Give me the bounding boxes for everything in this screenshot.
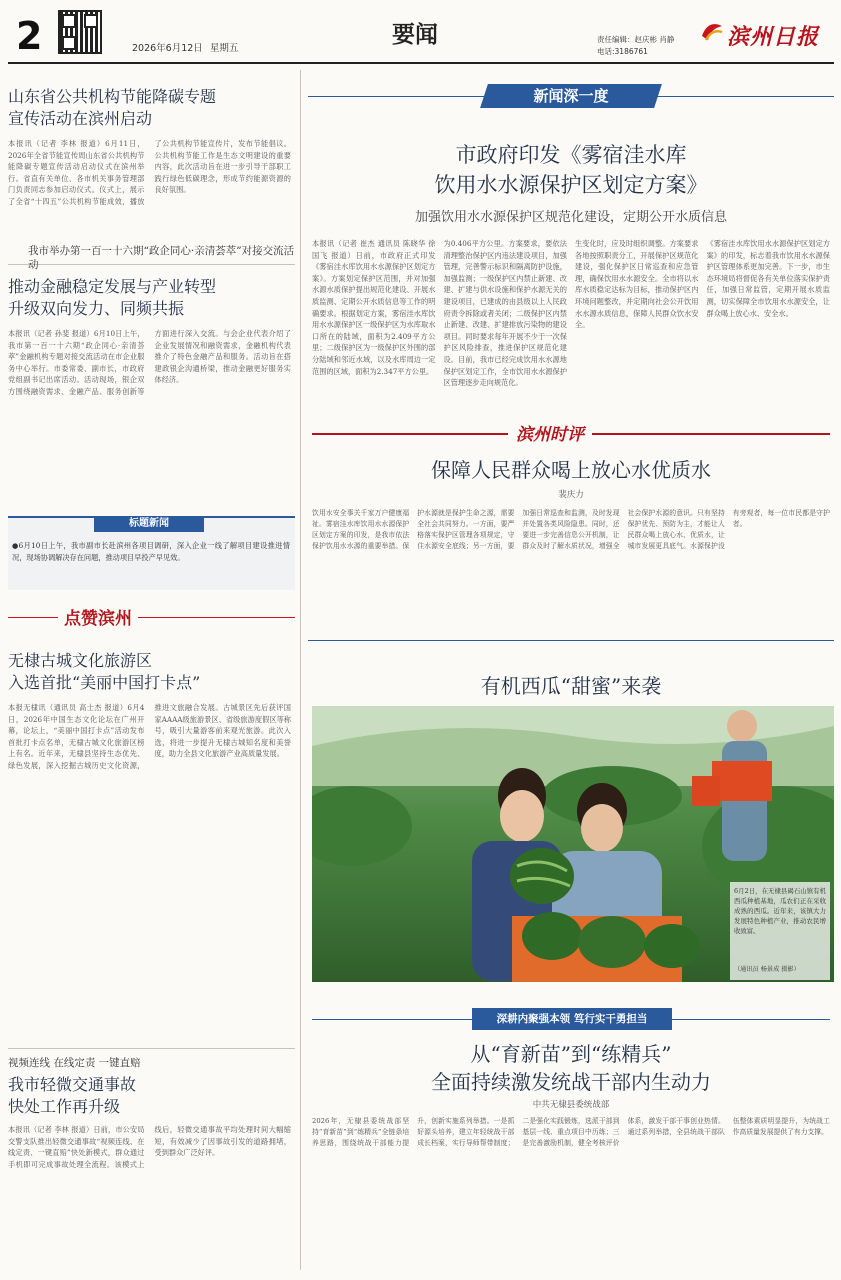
lead-body-col1: 本报讯（记者 崔杰 通讯员 陈晓华 徐国飞 报道）日前，市政府正式印发《雾宿洼水库饮用水水源保护区划定方案》。方案划定保护区范围，并对加强水源水质保护提出规范化建设、开展水质监测、定期公开水质信息等工作的明确要求。根据划定方案，雾宿洼水库饮用水水源保护区一级保护区为水库取水口所在的陆域，面积为2.409平方公里；二级保护区为一级保护区外围的部分陆域和邻近水域，以及水库周边一定范围的区域，面积为2.347平方公里。 [312,239,436,376]
comment-body: 饮用水安全事关千家万户健康福祉。雾宿洼水库饮用水水源保护区划定方案的印发，是我市依法保护饮用水水源的重要举措。保护水源就是保护生命之源，需要全社会共同努力。一方面，要严格落实保护区管理各项规定，守住水源安全底线；另一方面，要加强日常巡查和监测，及时发现并处置各类风险隐患。同时，还要进一步完善信息公开机制，让群众及时了解水质状况，增强全社会保护水源的意识。只有坚持保护优先、预防为主，才能让人民群众喝上放心水、优质水，让城市发展更具底气。水源保护没有旁观者，每一位市民都是守护者。 [312,509,830,550]
dianzan-label: 点赞滨州 [58,604,138,629]
article-4-kicker: 视频连线 在线定责 一键直赔 [8,1057,141,1069]
section-title: 要闻 [392,21,438,48]
article-2-kicker-visible: 我市举办第一百一十六期“政企同心·亲清荟萃”对接交流活动 [28,245,295,271]
feature-title [310,1040,832,1096]
feature-body: 2026年，无棣县委统战部坚持“育新苗”到“练精兵”全链条培养思路，围绕统战干部能力提升，创新实施系列举措。一是抓好源头培养，建立年轻统战干部成长档案，实行导师帮带制度；二是强化实践锻炼，选派干部到基层一线、重点项目中历练；三是完善激励机制，健全考核评价体系，激发干部干事创业热情。通过系列举措，全县统战干部队伍整体素质明显提升，为统战工作高质量发展提供了有力支撑。 [312,1117,830,1147]
photo-caption-panel [730,882,830,980]
weekday-text: 星期五 [209,43,239,54]
date-text: 2026年6月12日 [132,43,203,54]
lead-title [310,140,832,200]
feature-title-line1: 从“育新苗”到“练精兵” [470,1042,672,1066]
article-3-title-line1: 无棣古城文化旅游区 [8,651,153,670]
feature-title-line2: 全面持续激发统战干部内生动力 [431,1070,711,1094]
comment-author: 裴庆力 [558,490,584,500]
photo-credit: （通讯员 杨景成 摄影） [734,966,800,973]
divider [308,640,834,641]
comment-label: 滨州时评 [508,420,592,445]
editor-phone: 电话:3186761 [597,47,648,56]
article-4-title-line1: 我市轻微交通事故 [8,1075,137,1094]
lead-body-col2: 为0.406平方公里。方案要求，要依法清理整治保护区内违法建设项目，加强管理，完善警示标识和隔离防护设施，加强监测；一级保护区内禁止新建、改建、扩建与供水设施和保护水源无关的建设项目，已建成的由县级以上人民政府责令拆除或者关闭；二级保护区内禁止新建、改建、扩建排放污染物的建设项目。同时要求每年开展不少于一次保护区风险排查，推进保护区规范化建设。目前，我市已经完成饮用水水源地保护区划定工作，全市饮用水水源保护区管理逐步走向规范化。 [443,239,567,388]
article-2-body: 本报讯（记者 孙斐 报道）6月10日上午，我市第一百一十六期“政企同心·亲清荟萃”金融机构专题对接交流活动在市企业服务中心举行。市委常委、副市长，市政府党组副书记出席活动。活动现场，银企双方围绕融资需求、金融产品、服务创新等方面进行深入交流。与会企业代表介绍了企业发展情况和融资需求，金融机构代表推介了特色金融产品和服务。活动旨在搭建政银企沟通桥梁，推动金融更好服务实体经济。 [8,329,291,396]
dianzan-banner [8,604,295,634]
issue-date [132,40,238,54]
article-2-title [8,276,216,320]
watermelon-photo [312,706,834,982]
article-2-title-line1: 推动金融稳定发展与产业转型 [8,277,217,296]
headline-news-text: ●6月10日上午，我市副市长赴滨州各项目调研，深入企业一线了解项目建设推进情况，现场协调解决存在问题，推动项目早投产早见效。 [12,541,290,562]
left-column [8,64,295,1280]
article-3-body: 本报无棣讯（通讯员 高士杰 报道）6月4日，2026年中国生态文化论坛在广州开幕，论坛上，“美丽中国打卡点”活动发布首批打卡点名单，无棣古城文化旅游区榜上有名。近年来，无棣县坚持生态优先、绿色发展，深入挖掘古城历史文化资源，推进文旅融合发展。古城景区先后获评国家AAAA级旅游景区、省级旅游度假区等称号，吸引大量游客前来观光旅游。此次入选，将进一步提升无棣古城知名度和美誉度，助力全县文化旅游产业高质量发展。 [8,703,291,770]
comment-title: 保障人民群众喝上放心水优质水 [431,458,711,482]
column-divider [300,70,301,1270]
lead-body-col4: 《雾宿洼水库饮用水水源保护区划定方案》的印发，标志着我市饮用水水源保护区管理体系更加完善。下一步，市生态环境局将督促各有关单位落实保护责任，加强日常监管，定期开展水质监测，切实保障全市饮用水水源安全，让群众喝上放心水、安全水。 [706,239,830,318]
article-1-title-line1: 山东省公共机构节能降碳专题 [8,87,217,106]
ribbon-logo-icon [700,20,724,44]
photo-story-title: 有机西瓜“甜蜜”来袭 [480,674,662,698]
feature-byline: 中共无棣县委统战部 [532,1100,610,1110]
article-1-title [8,86,216,130]
editor-names: 责任编辑：赵庆彬 肖静 [597,35,675,44]
divider [8,1048,295,1049]
deep-news-label: 新闻深一度 [533,87,609,105]
article-2-title-line2: 升级双向发力、同频共振 [8,299,185,318]
photo-caption: 6月2日，在无棣县碣石山镇有机西瓜种植基地，瓜农们正在采收成熟的西瓜。近年来，该镇大力发展特色种植产业，推动农民增收致富。 [734,887,826,935]
deep-news-banner [308,82,834,112]
lead-body [312,238,830,404]
lead-title-line1: 市政府印发《雾宿洼水库 [455,143,687,167]
qr-code-icon [58,10,102,54]
editor-info [597,34,674,58]
article-3-title-line2: 入选首批“美丽中国打卡点” [8,673,201,692]
headline-news-box [8,516,295,590]
comment-banner [312,420,830,448]
article-4-title-line2: 快处工作再升级 [8,1097,121,1116]
headline-news-label: 标题新闻 [94,516,204,532]
page-number: 2 [16,14,43,58]
paper-name: 滨州日报 [727,24,820,50]
article-1-body: 本报讯（记者 李林 报道）6月11日，2026年全省节能宣传周山东省公共机构节能降碳专题宣传活动启动仪式在滨州举行。省直有关单位、各市机关事务管理部门负责同志参加启动仪式。仪式上，展示了全省“十四五”公共机构节能成效，播放了公共机构节能宣传片，发布节能倡议。公共机构节能工作是生态文明建设的重要内容，此次活动旨在进一步引导干部职工践行绿色低碳理念，形成节约能源资源的良好氛围。 [8,139,291,206]
article-4-title [8,1074,136,1118]
feature-banner-label: 深耕内聚强本领 笃行实干勇担当 [472,1008,672,1030]
lead-title-line2: 饮用水水源保护区划定方案》 [434,173,708,197]
lead-body-col3: 生变化时，应及时组织调整。方案要求各地按照职责分工，开展保护区规范化建设，强化保护区日常巡查和应急管理，确保饮用水水源安全。全市将以水库水质稳定达标为目标，推动保护区内环境问题整改，并定期向社会公开饮用水水源水质信息，保障人民群众饮水安全。 [575,239,699,330]
article-4-body: 本报讯（记者 李林 报道）日前，市公安局交警支队推出轻微交通事故“视频连线、在线定责、一键直赔”快处新模式，群众通过手机即可完成事故处理全流程。该模式上线后，轻微交通事故平均处理时间大幅缩短，有效减少了因事故引发的道路拥堵，受到群众广泛好评。 [8,1125,291,1169]
article-3-title [8,650,200,694]
feature-banner [312,1006,830,1034]
lead-subtitle: 加强饮用水水源保护区规范化建设，定期公开水质信息 [414,210,727,225]
article-1-title-line2: 宣传活动在滨州启动 [8,109,153,128]
